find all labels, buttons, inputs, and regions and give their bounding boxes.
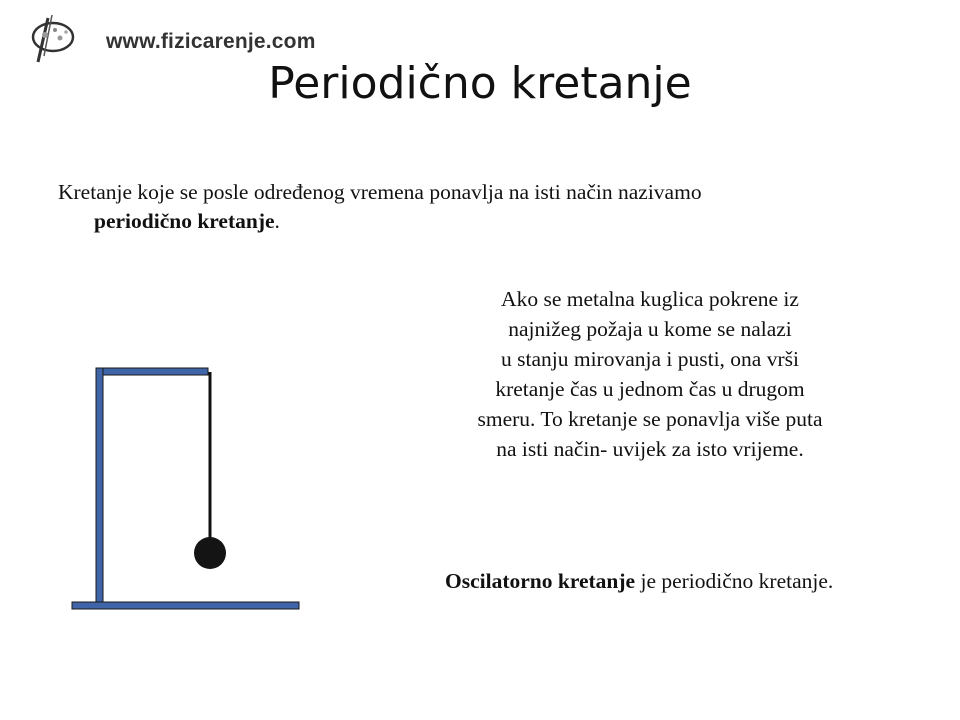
logo-text[interactable]: www.fizicarenje.com (106, 30, 316, 53)
description-paragraph (410, 284, 890, 464)
description-line: kretanje čas u jednom čas u drugom (495, 377, 805, 401)
pendulum-illustration (70, 360, 310, 616)
oscillatory-bold-term: Oscilatorno kretanje (445, 569, 636, 593)
pendulum-frame-top (96, 368, 208, 375)
intro-paragraph (58, 178, 918, 236)
description-line: na isti način- uvijek za isto vrijeme. (496, 437, 804, 461)
pendulum-frame-post (96, 368, 103, 604)
pendulum-ball (194, 537, 226, 569)
pendulum-frame-base (72, 602, 299, 609)
intro-period: . (274, 209, 280, 233)
intro-line-2 (58, 207, 918, 236)
page-title: Periodično kretanje (268, 58, 692, 109)
description-line: Ako se metalna kuglica pokrene iz (501, 287, 799, 311)
oscillatory-statement (445, 569, 833, 594)
intro-text: Kretanje koje se posle određenog vremena ponavlja na isti način nazivamo (58, 180, 702, 204)
description-line: u stanju mirovanja i pusti, ona vrši (501, 347, 799, 371)
description-line: smeru. To kretanje se ponavlja više puta (477, 407, 823, 431)
oscillatory-rest: je periodično kretanje. (635, 569, 834, 593)
description-line: najnižeg požaja u kome se nalazi (508, 317, 792, 341)
intro-bold-term: periodično kretanje (94, 209, 275, 233)
